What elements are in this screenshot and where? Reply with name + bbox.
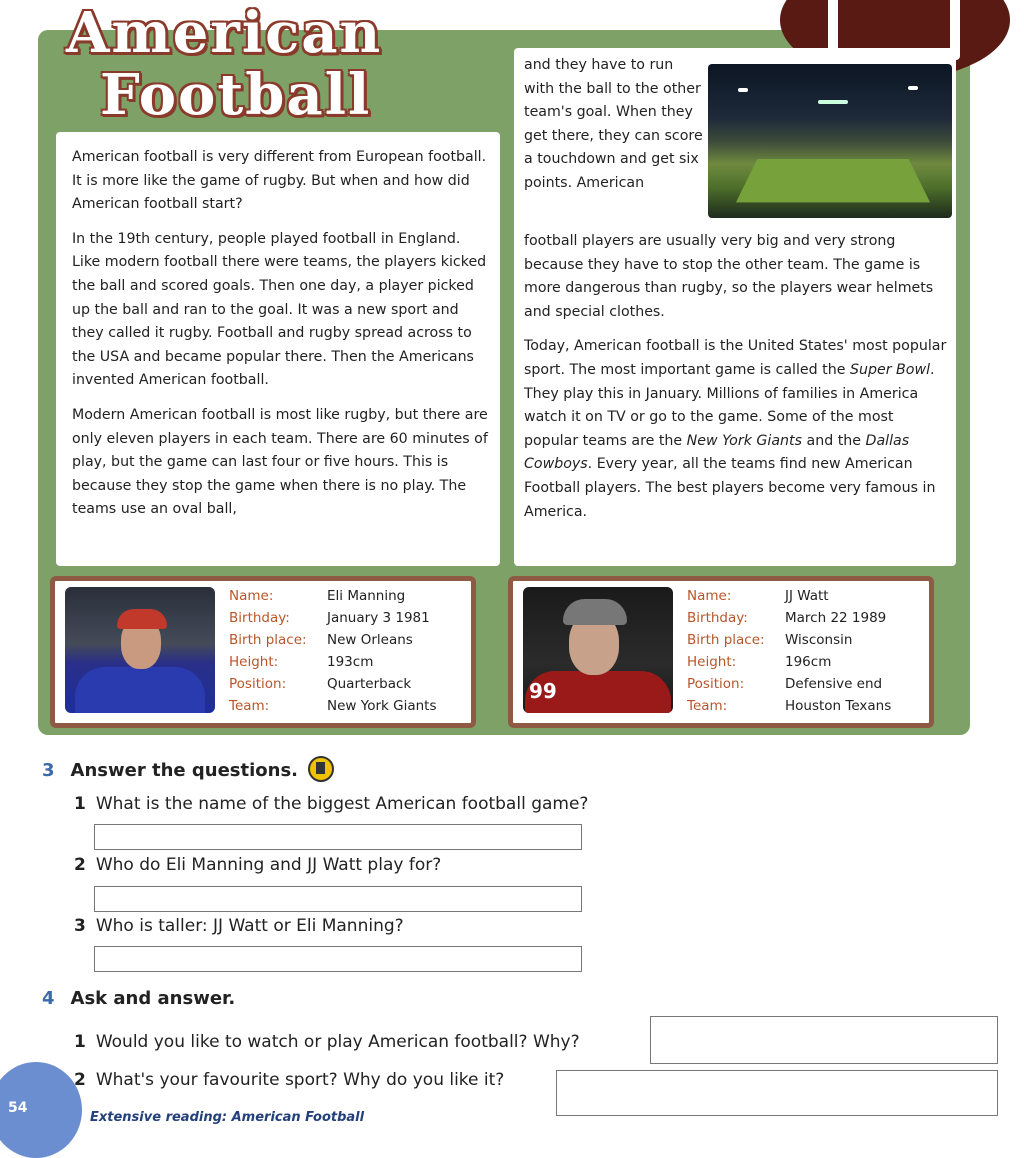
paragraph: Modern American football is most like rugby, but there are only eleven players in each team. There are 60 minutes of play, but the game can last four or five hours. This is because they stop the game when there is no play. The teams use an oval ball, [72,406,488,518]
question: 3 Who is taller: JJ Watt or Eli Manning? [74,916,404,936]
paragraph: football players are usually very big and very strong because they have to stop the other team. The game is more dangerous than rugby, so the players wear helmets and special clothes. [524,233,934,320]
question: 1 What is the name of the biggest American football game? [74,794,589,814]
answer-box[interactable] [556,1070,998,1116]
question: 2 What's your favourite sport? Why do you like it? [74,1070,505,1090]
exercise-3-heading: 3 Answer the questions. [42,758,334,784]
article-right-top: and they have to run with the ball to the other team's goal. When they get there, they can score a touchdown and get six points. American [524,57,703,191]
answer-box[interactable] [650,1016,998,1064]
player-card-jj-watt [508,576,934,728]
question: 2 Who do Eli Manning and JJ Watt play for? [74,855,442,875]
player-info: Name: JJ Watt Birthday: March 22 1989 Birth place: Wisconsin Height: 196cm Position: Defensive end Team: Houston Texans [687,588,892,714]
paragraph: American football is very different from European football. It is more like the game of rugby. But when and how did American football start? [72,149,487,213]
player-card-eli-manning [50,576,476,728]
article-left-column [72,146,492,522]
footer-text: Extensive reading: American Football [90,1110,365,1125]
exercise-4-heading: 4 Ask and answer. [42,988,236,1009]
reading-icon [308,756,334,782]
player-info: Name: Eli Manning Birthday: January 3 1981 Birth place: New Orleans Height: 193cm Position: Quarterback Team: New York Giants [229,588,437,714]
answer-box[interactable] [94,824,582,850]
article-right-bottom [524,230,948,524]
stadium-photo [708,64,952,218]
answer-box[interactable] [94,886,582,912]
player-photo [65,587,215,713]
answer-box[interactable] [94,946,582,972]
title-line-2: Football [100,62,372,128]
player-photo: 99 [523,587,673,713]
paragraph: Today, American football is the United States' most popular sport. The most important game is called the Super Bowl. They play this in January. Millions of families in America watch it on TV or go to the game. Some of the most popular teams are the New York Giants and the Dallas Cowboys. Every year, all the teams find new American Football players. The best players become very famous in America. [524,338,947,520]
question: 1 Would you like to watch or play American football? Why? [74,1032,580,1052]
paragraph: In the 19th century, people played football in England. Like modern football there were teams, the players kicked the ball and scored goals. Then one day, a player picked up the ball and ran to the goal. It was a new sport and they called it rugby. Football and rugby spread across to the USA and became popular there. Then the Americans invented American football. [72,230,487,389]
page-number: 54 [8,1100,28,1116]
title-line-1: American [66,0,383,66]
